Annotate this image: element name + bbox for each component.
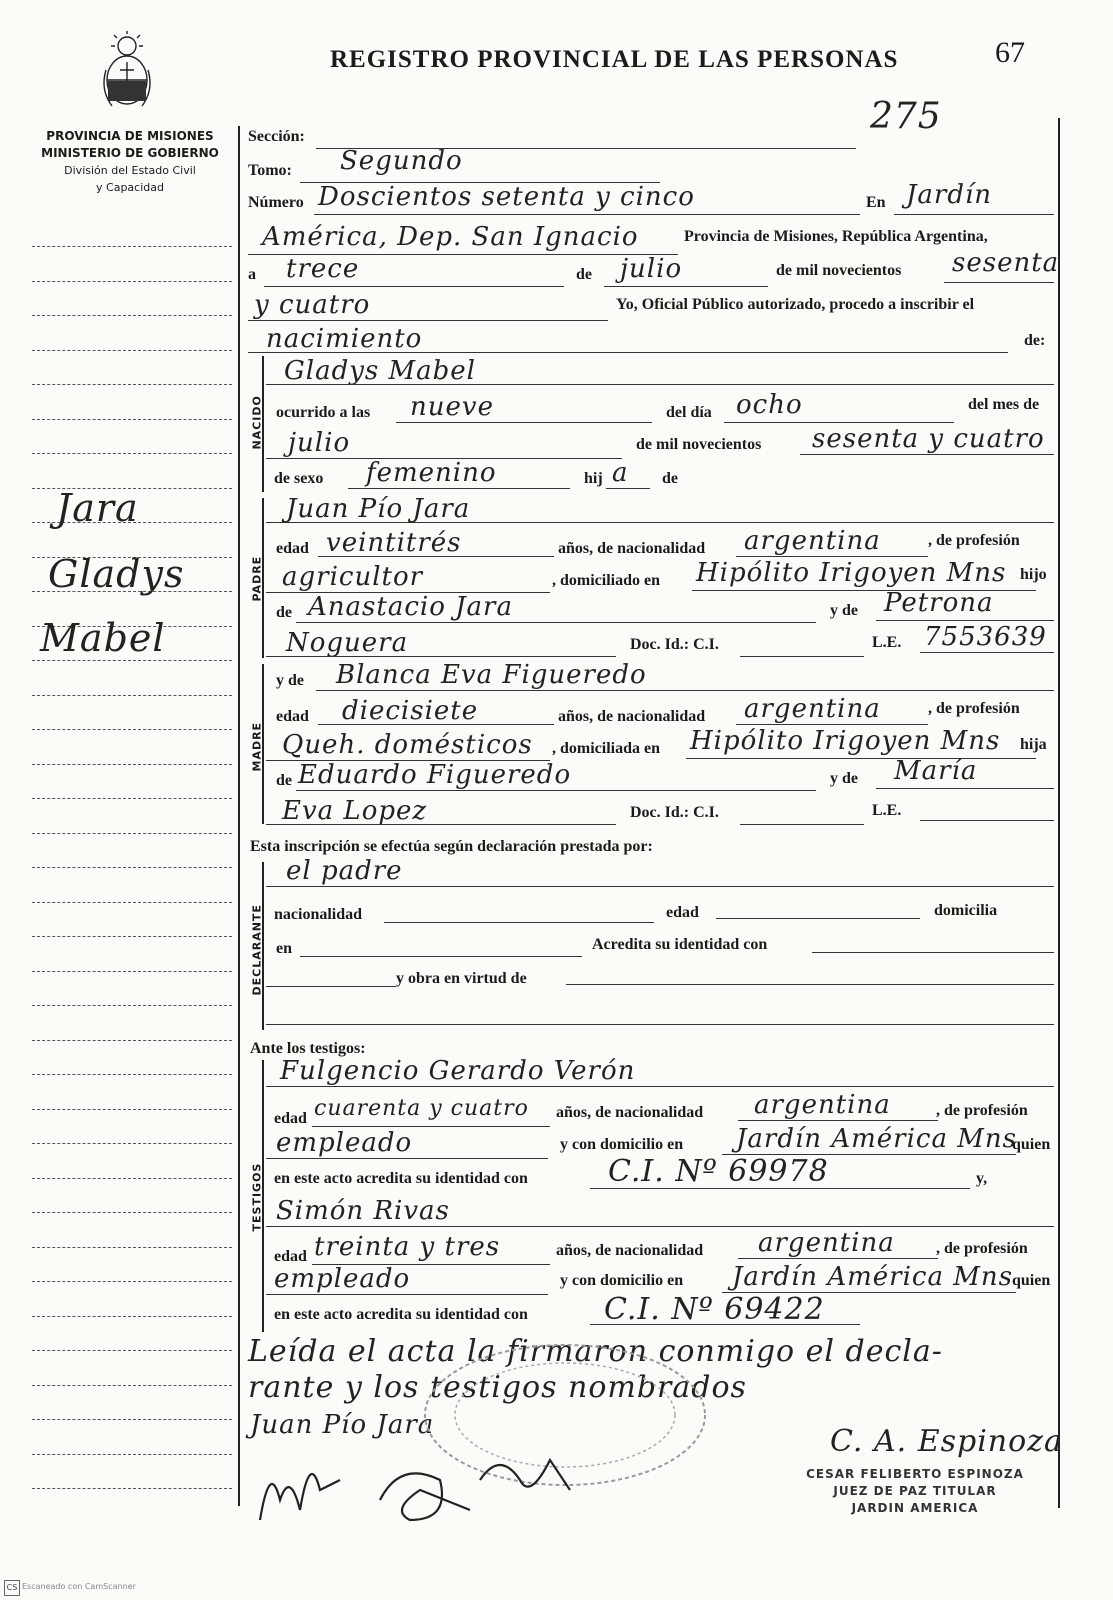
label-testigo1-domicilio: y con domicilio en	[560, 1136, 684, 1153]
rule	[590, 1188, 970, 1189]
label-testigo1-anos: años, de nacionalidad	[556, 1104, 704, 1121]
rule	[266, 986, 396, 987]
margin-rule	[32, 350, 232, 351]
margin-rule	[32, 1247, 232, 1248]
value-padre-edad: veintitrés	[326, 528, 462, 558]
stamp-place: JARDIN AMERICA	[851, 1501, 979, 1515]
value-lugar-1: Jardín	[906, 180, 993, 210]
value-testigo1-dom: Jardín América Mns	[736, 1124, 1017, 1154]
value-testigo2-prof: empleado	[274, 1264, 411, 1294]
rule	[566, 984, 1054, 985]
rule	[300, 956, 582, 957]
label-padre-edad: edad	[276, 540, 309, 557]
issuer-line: PROVINCIA DE MISIONES	[46, 129, 214, 143]
label-ocurrido: ocurrido a las	[276, 404, 371, 421]
margin-rule	[32, 246, 232, 247]
margin-rule	[32, 384, 232, 385]
value-madre-edad: diecisiete	[342, 696, 479, 726]
value-testigo2-doc: C.I. Nº 69422	[604, 1292, 825, 1327]
label-yo-oficial: Yo, Oficial Público autorizado, procedo a inscribir el	[616, 296, 975, 313]
value-madre-prof: Queh. domésticos	[282, 730, 533, 760]
issuer-line: MINISTERIO DE GOBIERNO	[41, 146, 219, 160]
value-lugar-2: América, Dep. San Ignacio	[262, 222, 639, 252]
label-padre-doc: Doc. Id.: C.I.	[630, 636, 719, 653]
label-madre-y-de-2: y de	[830, 770, 858, 787]
frame-right	[1058, 118, 1060, 1508]
label-numero: Número	[248, 194, 304, 211]
margin-rule	[32, 1212, 232, 1213]
margin-rule	[32, 1316, 232, 1317]
act-number: 275	[870, 96, 942, 137]
rule	[876, 788, 1054, 789]
issuer-block	[30, 128, 230, 196]
label-padre-le: L.E.	[872, 634, 902, 651]
margin-rule	[32, 1005, 232, 1006]
label-de: de	[576, 266, 592, 283]
margin-rule	[32, 281, 232, 282]
label-seccion: Sección:	[248, 128, 305, 145]
rule	[266, 1158, 548, 1159]
signature-father: Juan Pío Jara	[250, 1410, 435, 1440]
frame-left	[238, 126, 240, 1506]
label-padre-y-de: y de	[830, 602, 858, 619]
label-madre-profesion: , de profesión	[928, 700, 1020, 717]
label-madre-le: L.E.	[872, 802, 902, 819]
label-declarante: DECLARANTE	[250, 904, 264, 996]
rule	[296, 790, 816, 791]
value-mes-inscr: julio	[620, 254, 683, 284]
value-madre-padre: Eduardo Figueredo	[298, 760, 572, 790]
stamp-title: JUEZ DE PAZ TITULAR	[833, 1484, 997, 1498]
label-de-colon: de:	[1024, 332, 1046, 349]
value-madre-madre-2: Eva Lopez	[282, 796, 428, 826]
label-hijo: hijo	[1020, 566, 1047, 583]
label-decl-obra: y obra en virtud de	[396, 970, 527, 987]
label-testigo2-anos: años, de nacionalidad	[556, 1242, 704, 1259]
label-testigo2-edad: edad	[274, 1248, 307, 1265]
rule	[318, 556, 554, 557]
label-ante-testigos: Ante los testigos:	[250, 1040, 366, 1057]
margin-rule	[32, 936, 232, 937]
label-hij: hij	[584, 470, 603, 487]
rule	[736, 724, 928, 725]
coat-of-arms-emblem	[98, 30, 156, 114]
cs-logo-icon: CS	[4, 1580, 20, 1596]
value-anio-nac: sesenta y cuatro	[812, 424, 1045, 454]
label-nacido: NACIDO	[250, 395, 264, 450]
margin-rule	[32, 1109, 232, 1110]
margin-rule	[32, 453, 232, 454]
label-madre-doc: Doc. Id.: C.I.	[630, 804, 719, 821]
margin-rule	[32, 902, 232, 903]
margin-rule	[32, 1350, 232, 1351]
label-testigo2-quien: quien	[1012, 1272, 1051, 1289]
rule	[264, 286, 564, 287]
margin-rule	[32, 1143, 232, 1144]
rule	[396, 422, 652, 423]
label-provincia: Provincia de Misiones, República Argentina,	[684, 228, 988, 245]
closing-line-1: Leída el acta la firmaron conmigo el decla-	[248, 1334, 943, 1369]
label-del-mes: del mes de	[968, 396, 1040, 413]
rule	[736, 556, 928, 557]
label-padre-domiciliado: , domiciliado en	[552, 572, 661, 589]
value-hora: nueve	[410, 392, 494, 422]
rule	[686, 758, 1036, 759]
margin-second-name: Mabel	[40, 616, 166, 660]
rule	[876, 620, 1054, 621]
value-nacido-nombre: Gladys Mabel	[284, 356, 476, 386]
value-anio-2: y cuatro	[254, 290, 371, 320]
value-tomo: Segundo	[340, 146, 463, 176]
issuer-line: División del Estado Civil	[64, 164, 196, 177]
signature-officer: C. A. Espinoza	[830, 1424, 1063, 1459]
margin-rule	[32, 971, 232, 972]
rule	[312, 1126, 550, 1127]
rule	[740, 824, 864, 825]
value-acto: nacimiento	[266, 324, 423, 354]
margin-rule	[32, 1074, 232, 1075]
rule	[724, 422, 954, 423]
witness-signatures	[250, 1440, 590, 1540]
value-hij-suffix: a	[612, 458, 629, 488]
value-testigo1-doc: C.I. Nº 69978	[608, 1154, 829, 1189]
rule	[266, 522, 1054, 523]
rule	[266, 1024, 1054, 1025]
label-tomo: Tomo:	[248, 162, 292, 179]
margin-rule	[32, 1040, 232, 1041]
margin-first-name: Gladys	[48, 552, 185, 596]
value-testigo2-dom: Jardín América Mns	[732, 1262, 1013, 1292]
value-padre-nombre: Juan Pío Jara	[286, 494, 471, 524]
rule	[266, 1226, 1054, 1227]
rule	[604, 286, 768, 287]
value-declarante: el padre	[286, 856, 403, 886]
margin-rule	[32, 867, 232, 868]
issuer-line: y Capacidad	[96, 181, 164, 194]
stamp-name: CESAR FELIBERTO ESPINOZA	[806, 1467, 1024, 1481]
margin-rule	[32, 1454, 232, 1455]
value-madre-dom: Hipólito Irigoyen Mns	[690, 726, 1001, 756]
value-madre-nombre: Blanca Eva Figueredo	[336, 660, 647, 690]
label-padre-profesion: , de profesión	[928, 532, 1020, 549]
label-de-mil-2: de mil novecientos	[636, 436, 762, 453]
value-testigo1-prof: empleado	[276, 1128, 413, 1158]
value-mes-nac: julio	[288, 428, 351, 458]
rule	[740, 656, 864, 657]
label-madre-edad: edad	[276, 708, 309, 725]
label-de-mil: de mil novecientos	[776, 262, 902, 279]
value-testigo2-nombre: Simón Rivas	[276, 1196, 450, 1226]
rule	[920, 652, 1054, 653]
rule	[738, 1258, 938, 1259]
rule	[316, 690, 1054, 691]
margin-rule	[32, 1488, 232, 1489]
label-madre-domiciliada: , domiciliada en	[552, 740, 661, 757]
label-testigo2-domicilio: y con domicilio en	[560, 1272, 684, 1289]
label-decl-acredita: Acredita su identidad con	[592, 936, 768, 953]
rule	[920, 820, 1054, 821]
label-testigo1-acredita: en este acto acredita su identidad con	[274, 1170, 528, 1187]
label-padre: PADRE	[250, 555, 264, 602]
rule	[590, 1324, 860, 1325]
value-padre-prof: agricultor	[282, 562, 424, 592]
margin-rule	[32, 1281, 232, 1282]
rule	[296, 622, 816, 623]
margin-rule	[32, 695, 232, 696]
rule	[314, 214, 860, 215]
margin-rule	[32, 1178, 232, 1179]
rule	[266, 656, 616, 657]
closing-line-2: rante y los testigos nombrados	[248, 1370, 747, 1405]
value-numero: Doscientos setenta y cinco	[318, 182, 695, 212]
rule	[348, 488, 570, 489]
value-sexo: femenino	[366, 458, 497, 488]
label-testigo1-profesion: , de profesión	[936, 1102, 1028, 1119]
label-en: En	[866, 194, 886, 211]
margin-rule	[32, 419, 232, 420]
margin-rule	[32, 315, 232, 316]
rule	[800, 454, 1054, 455]
label-testigo1-quien: quien	[1012, 1136, 1051, 1153]
rule	[266, 384, 1054, 385]
rule	[248, 320, 608, 321]
margin-rule	[32, 833, 232, 834]
rule	[716, 918, 920, 919]
value-testigo1-nac: argentina	[754, 1090, 891, 1120]
rule	[812, 952, 1054, 953]
value-testigo1-nombre: Fulgencio Gerardo Verón	[280, 1056, 636, 1086]
rule	[384, 922, 654, 923]
label-testigo2-acredita: en este acto acredita su identidad con	[274, 1306, 528, 1323]
label-madre-anos: años, de nacionalidad	[558, 708, 706, 725]
label-testigo1-edad: edad	[274, 1110, 307, 1127]
value-madre-nac: argentina	[744, 694, 881, 724]
label-decl-edad: edad	[666, 904, 699, 921]
rule	[894, 214, 1054, 215]
rule	[266, 886, 1054, 887]
value-padre-madre-1: Petrona	[884, 588, 994, 618]
label-del-dia: del día	[666, 404, 712, 421]
label-decl-en: en	[276, 940, 292, 957]
value-padre-nac: argentina	[744, 526, 881, 556]
margin-rule	[32, 798, 232, 799]
label-decl-domicilia: domicilia	[934, 902, 998, 919]
value-padre-padre: Anastacio Jara	[308, 592, 513, 622]
value-testigo2-edad: treinta y tres	[314, 1232, 501, 1262]
value-padre-le: 7553639	[924, 622, 1047, 652]
page-number: 67	[995, 36, 1025, 69]
rule	[266, 1294, 548, 1295]
label-madre-de: de	[276, 772, 292, 789]
margin-surname: Jara	[56, 486, 139, 530]
margin-rule	[32, 660, 232, 661]
rule	[318, 724, 554, 725]
label-madre-y-de: y de	[276, 672, 304, 689]
label-padre-de: de	[276, 604, 292, 621]
label-madre: MADRE	[250, 721, 264, 772]
rule	[266, 1086, 1054, 1087]
value-padre-madre-2: Noguera	[286, 628, 409, 658]
value-anio-1: sesenta	[952, 248, 1060, 278]
margin-rule	[32, 764, 232, 765]
document-title: REGISTRO PROVINCIAL DE LAS PERSONAS	[330, 46, 899, 73]
label-inscripcion: Esta inscripción se efectúa según declaración prestada por:	[250, 838, 653, 855]
margin-rule	[32, 729, 232, 730]
label-a: a	[248, 266, 256, 283]
officer-stamp	[800, 1466, 1030, 1517]
value-testigo2-nac: argentina	[758, 1228, 895, 1258]
rule	[248, 352, 1008, 353]
value-testigo1-edad: cuarenta y cuatro	[314, 1096, 529, 1121]
value-dia-inscr: trece	[286, 254, 360, 284]
label-de-2: de	[662, 470, 678, 487]
label-testigo2-profesion: , de profesión	[936, 1240, 1028, 1257]
value-padre-dom: Hipólito Irigoyen Mns	[696, 558, 1007, 588]
label-hija: hija	[1020, 736, 1047, 753]
rule	[738, 1120, 938, 1121]
rule	[606, 488, 650, 489]
label-de-sexo: de sexo	[274, 470, 324, 487]
label-decl-nacionalidad: nacionalidad	[274, 906, 363, 923]
label-padre-anos: años, de nacionalidad	[558, 540, 706, 557]
label-testigos: TESTIGOS	[250, 1162, 264, 1232]
scanner-caption: Escaneado con CamScanner	[22, 1582, 136, 1591]
value-madre-madre-1: María	[894, 756, 978, 786]
rule	[944, 282, 1054, 283]
value-dia-nac: ocho	[736, 390, 803, 420]
label-testigo1-y: y,	[976, 1170, 988, 1187]
margin-rule	[32, 1385, 232, 1386]
rule	[266, 824, 616, 825]
margin-rule	[32, 1419, 232, 1420]
